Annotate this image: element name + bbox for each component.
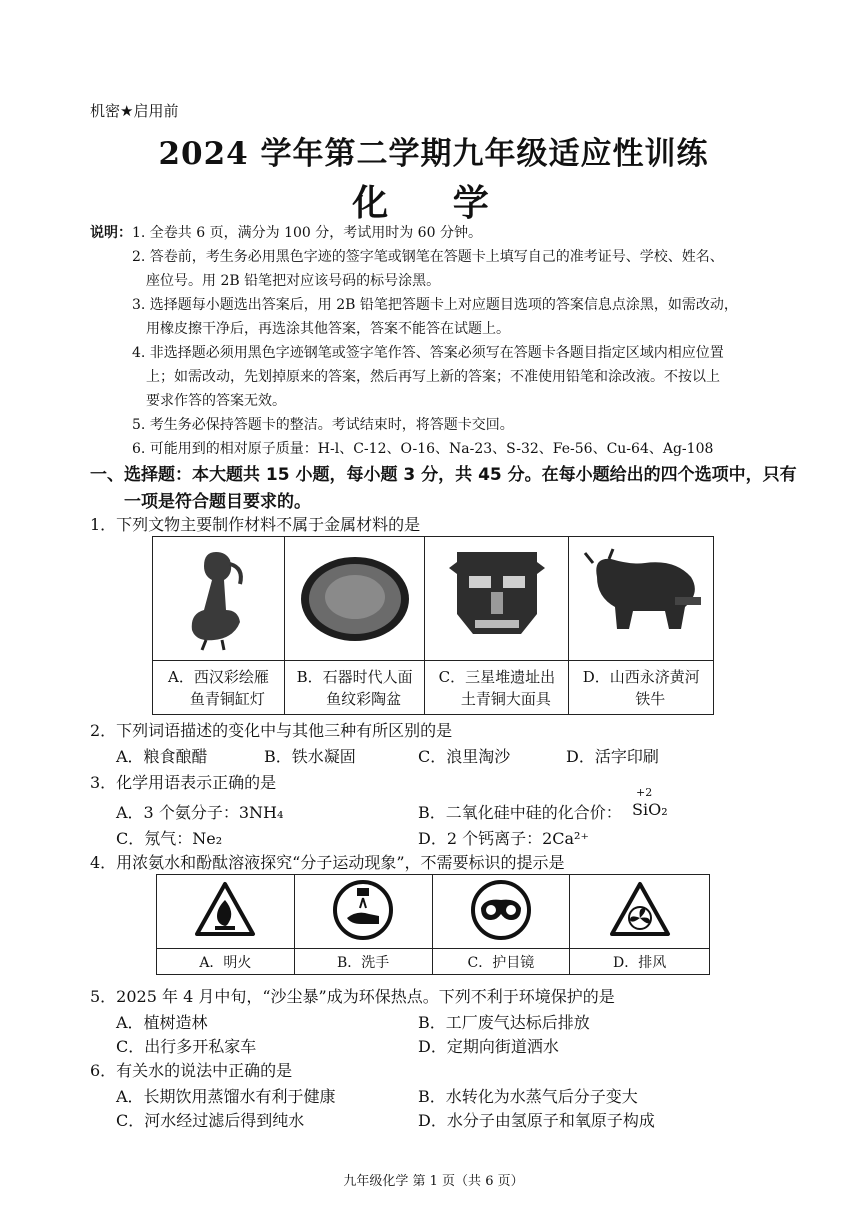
instruction-line: 2. 答卷前，考生务必用黑色字迹的签字笔或钢笔在答题卡上填写自己的准考证号、学校、姓名、 bbox=[132, 249, 724, 265]
question-2-stem: 2．下列词语描述的变化中与其他三种有所区别的是 bbox=[90, 721, 453, 740]
q5-option-b: B．工厂废气达标后排放 bbox=[418, 1013, 590, 1032]
pottery-basin-image bbox=[284, 537, 425, 661]
instruction-line: 用橡皮擦干净后，再选涂其他答案，答案不能答在试题上。 bbox=[146, 321, 510, 337]
q3-valence-mark: +2 bbox=[636, 786, 653, 799]
question-1-stem: 1．下列文物主要制作材料不属于金属材料的是 bbox=[90, 515, 421, 534]
section-heading-cont: 一项是符合题目要求的。 bbox=[124, 492, 311, 512]
q6-option-d: D．水分子由氢原子和氧原子构成 bbox=[418, 1111, 655, 1130]
iron-ox-image bbox=[569, 537, 714, 661]
q6-option-b: B．水转化为水蒸气后分子变大 bbox=[418, 1087, 638, 1106]
instruction-line: 4. 非选择题必须用黑色字迹钢笔或签字笔作答、答案必须写在答题卡各题目指定区域内相应位置 bbox=[132, 345, 724, 361]
flame-warning-icon bbox=[157, 875, 295, 949]
q1-option-a-line2: 鱼青铜缸灯 bbox=[189, 689, 265, 708]
subject-title: 化 学 bbox=[352, 182, 515, 224]
q1-option-c bbox=[425, 661, 569, 715]
q1-option-a-line1: A．西汉彩绘雁 bbox=[167, 667, 269, 686]
instruction-line: 上；如需改动，先划掉原来的答案，然后再写上新的答案；不准使用铅笔和涂改液。不按以上 bbox=[146, 369, 720, 385]
instruction-line: 要求作答的答案无效。 bbox=[146, 393, 286, 409]
q4-option-d: D．排风 bbox=[570, 949, 710, 975]
q1-option-d-line1: D．山西永济黄河 bbox=[582, 667, 700, 686]
q2-option-a: A．粮食酿醋 bbox=[116, 747, 208, 766]
q1-option-b-line1: B．石器时代人面 bbox=[296, 667, 413, 686]
bronze-mask-image bbox=[425, 537, 569, 661]
q5-option-a: A．植树造林 bbox=[116, 1013, 208, 1032]
q1-option-b bbox=[284, 661, 425, 715]
instruction-line: 3. 选择题每小题选出答案后，用 2B 铅笔把答题卡上对应题目选项的答案信息点涂黑，如需改动， bbox=[132, 297, 738, 313]
q4-option-a: A．明火 bbox=[157, 949, 295, 975]
secret-label: 机密★启用前 bbox=[90, 102, 179, 120]
q1-option-d-line2: 铁牛 bbox=[635, 689, 666, 708]
q1-option-c-line2: 土青铜大面具 bbox=[460, 689, 551, 708]
instruction-line: 座位号。用 2B 铅笔把对应该号码的标号涂黑。 bbox=[146, 273, 441, 289]
q5-option-d: D．定期向街道洒水 bbox=[418, 1037, 559, 1056]
q2-option-d: D．活字印刷 bbox=[566, 747, 659, 766]
section-heading: 一、选择题：本大题共 15 小题，每小题 3 分，共 45 分。在每小题给出的四个选项中，只有 bbox=[90, 465, 797, 485]
hand-wash-icon bbox=[294, 875, 432, 949]
q1-option-a bbox=[153, 661, 285, 715]
exam-title: 2024 学年第二学期九年级适应性训练 bbox=[158, 136, 709, 172]
q2-option-c: C．浪里淘沙 bbox=[418, 747, 511, 766]
instruction-line: 5. 考生务必保持答题卡的整洁。考试结束时，将答题卡交回。 bbox=[132, 417, 514, 433]
lamp-image bbox=[153, 537, 285, 661]
q2-option-b: B．铁水凝固 bbox=[264, 747, 356, 766]
q4-option-b: B．洗手 bbox=[294, 949, 432, 975]
fan-ventilation-icon bbox=[570, 875, 710, 949]
q6-option-c: C．河水经过滤后得到纯水 bbox=[116, 1111, 305, 1130]
question-4-stem: 4．用浓氨水和酚酞溶液探究“分子运动现象”，不需要标识的提示是 bbox=[90, 853, 565, 872]
q3-option-b: B．二氧化硅中硅的化合价： bbox=[418, 803, 622, 822]
question-3-stem: 3．化学用语表示正确的是 bbox=[90, 773, 277, 792]
q3-option-a: A．3 个氨分子：3NH₄ bbox=[116, 803, 284, 822]
q1-option-c-line1: C．三星堆遗址出 bbox=[438, 667, 556, 686]
q6-option-a: A．长期饮用蒸馏水有利于健康 bbox=[116, 1087, 336, 1106]
question-5-stem: 5．2025 年 4 月中旬，“沙尘暴”成为环保热点。下列不利于环境保护的是 bbox=[90, 987, 615, 1006]
question-1-image-table bbox=[152, 536, 714, 715]
page-footer: 九年级化学 第 1 页（共 6 页） bbox=[343, 1174, 524, 1189]
question-6-stem: 6．有关水的说法中正确的是 bbox=[90, 1061, 293, 1080]
q5-option-c: C．出行多开私家车 bbox=[116, 1037, 257, 1056]
q3-option-c: C．氖气：Ne₂ bbox=[116, 829, 223, 848]
q3-formula: SiO₂ bbox=[632, 800, 668, 819]
instruction-line: 6. 可能用到的相对原子质量：H-l、C-12、O-16、Na-23、S-32、Fe-56、Cu-64、Ag-108 bbox=[132, 441, 714, 457]
question-4-image-table bbox=[156, 874, 710, 975]
q1-option-b-line2: 鱼纹彩陶盆 bbox=[326, 689, 402, 708]
instruction-line: 1. 全卷共 6 页，满分为 100 分，考试用时为 60 分钟。 bbox=[132, 225, 482, 241]
q4-option-c: C．护目镜 bbox=[432, 949, 570, 975]
q1-option-d bbox=[569, 661, 714, 715]
goggles-icon bbox=[432, 875, 570, 949]
q3-option-d: D．2 个钙离子：2Ca²⁺ bbox=[418, 829, 589, 848]
instructions-label: 说明： bbox=[90, 225, 132, 241]
